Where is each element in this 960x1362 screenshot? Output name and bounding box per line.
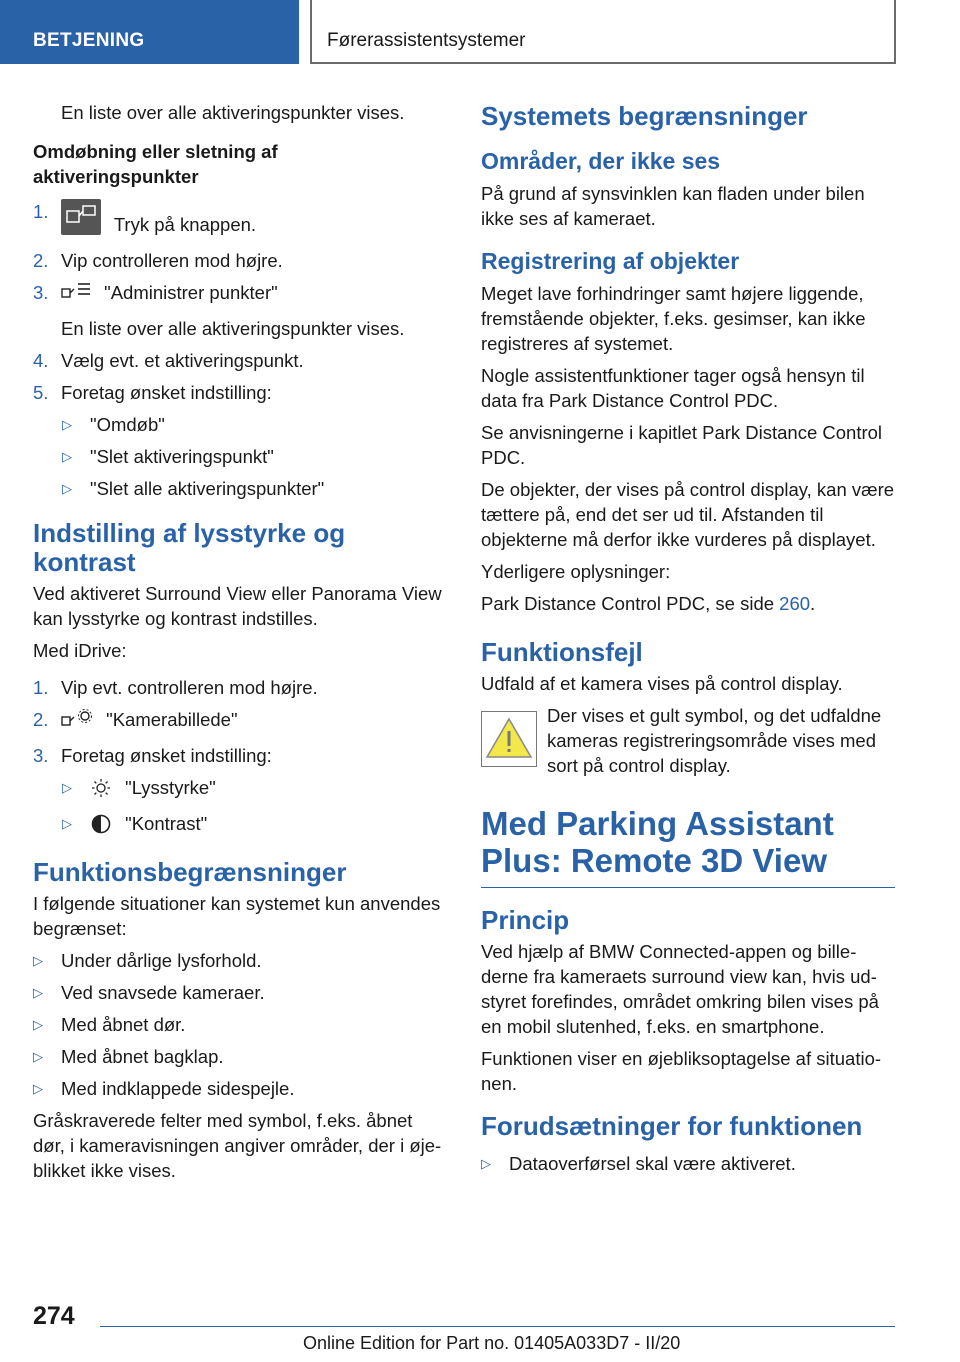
intro-text: En liste over alle aktiveringspunkter vises.	[61, 102, 405, 123]
list-item	[33, 348, 448, 373]
list-item	[33, 743, 448, 768]
principle-text-2: Funktionen viser en øjebliksoptagelse af situationen.	[481, 1048, 882, 1094]
header-chapter	[310, 0, 896, 64]
step-text: Tryk på knappen.	[113, 214, 257, 235]
bullet-triangle-icon: ▷	[62, 780, 72, 795]
list-text: Med åbnet bagklap.	[61, 1046, 224, 1067]
option-text: "Omdøb"	[90, 414, 165, 435]
brightness-heading: Indstilling af lysstyrke og kontrast	[33, 518, 346, 577]
reference-end: .	[810, 593, 816, 614]
list-text: Dataoverførsel skal være aktiveret.	[509, 1153, 796, 1174]
step-number: 1.	[33, 677, 49, 698]
bullet-triangle-icon: ▷	[33, 953, 43, 968]
manage-points-icon	[61, 281, 91, 309]
areas-heading: Områder, der ikke ses	[481, 148, 721, 174]
registration-text-6	[481, 591, 895, 616]
step-text: Foretag ønsket indstilling:	[61, 382, 272, 403]
principle-text-1: Ved hjælp af BMW Connected-appen og billederne fra kameraets surround view kan, hvis udstyret forefindes, området omkring bilen vises på en mobil slutenhed, f.eks. en smartphone.	[481, 941, 879, 1037]
limits-footer-text: Gråskraverede felter med symbol, f.eks. åbnet dør, i kameravisningen angiver områder, der i øjeblikket ikke vises.	[33, 1110, 442, 1181]
chapter-title: Førerassistentsystemer	[327, 30, 526, 51]
step-text: "Kamerabillede"	[106, 709, 238, 730]
bullet-triangle-icon: ▷	[481, 1156, 491, 1171]
system-limits-heading: Systemets begrænsninger	[481, 101, 808, 131]
registration-heading: Registrering af objekter	[481, 248, 740, 274]
bullet-triangle-icon: ▷	[62, 417, 72, 432]
list-item	[33, 476, 448, 501]
option-text: "Slet aktiveringspunkt"	[90, 446, 274, 467]
limits-heading: Funktionsbegrænsninger	[33, 857, 347, 887]
section-title: BETJENING	[33, 30, 145, 51]
step-number: 1.	[33, 201, 49, 222]
option-text: "Kontrast"	[125, 813, 208, 834]
areas-text: På grund af synsvinklen kan fladen under bilen ikke ses af kameraet.	[481, 183, 865, 229]
page-link[interactable]: 260	[779, 593, 811, 614]
list-item	[33, 380, 448, 405]
idrive-label: Med iDrive:	[33, 640, 127, 661]
list-item	[481, 1151, 895, 1176]
contrast-icon	[90, 814, 112, 840]
list-item	[33, 980, 448, 1005]
limits-text: I følgende situationer kan systemet kun anvendes begrænset:	[33, 893, 441, 939]
step-text: Vip evt. controlleren mod højre.	[61, 677, 318, 698]
requirements-heading: Forudsætninger for funktionen	[481, 1111, 863, 1141]
list-item	[33, 199, 448, 241]
step-text: Foretag ønsket indstilling:	[61, 745, 272, 766]
rename-heading: Omdøbning eller sletning af aktiveringspunkter	[33, 141, 278, 187]
registration-text-2: Nogle assistentfunktioner tager også hensyn til data fra Park Distance Control PDC.	[481, 365, 865, 411]
bullet-triangle-icon: ▷	[62, 816, 72, 831]
right-column	[481, 100, 895, 1183]
step-text: Vælg evt. et aktiveringspunkt.	[61, 350, 304, 371]
page-number: 274	[33, 1302, 75, 1330]
list-item	[33, 707, 448, 736]
list-item	[33, 412, 448, 437]
bullet-triangle-icon: ▷	[62, 481, 72, 496]
bullet-triangle-icon: ▷	[33, 1049, 43, 1064]
remote-view-heading: Med Parking Assistant Plus: Remote 3D View	[481, 805, 895, 888]
step-number: 3.	[33, 745, 49, 766]
list-item	[33, 811, 448, 840]
camera-button-icon	[61, 199, 101, 241]
step-text: "Administrer punkter"	[104, 282, 278, 303]
edition-text: Online Edition for Part no. 01405A033D7 - II/20	[303, 1333, 681, 1353]
bullet-triangle-icon: ▷	[62, 449, 72, 464]
step-number: 2.	[33, 250, 49, 271]
step-number: 4.	[33, 350, 49, 371]
step-text: Vip controlleren mod højre.	[61, 250, 283, 271]
warning-triangle-icon	[481, 711, 537, 772]
step-number: 3.	[33, 282, 49, 303]
list-item	[33, 1044, 448, 1069]
bullet-triangle-icon: ▷	[33, 1081, 43, 1096]
list-item	[33, 248, 448, 273]
principle-heading: Princip	[481, 905, 570, 935]
fault-heading: Funktionsfejl	[481, 637, 643, 667]
list-item	[33, 775, 448, 804]
registration-text-5: Yderligere oplysninger:	[481, 561, 671, 582]
step-number: 5.	[33, 382, 49, 403]
step-number: 2.	[33, 709, 49, 730]
registration-text-3: Se anvisningerne i kapitlet Park Distance Control PDC.	[481, 422, 883, 468]
camera-settings-icon	[61, 708, 93, 736]
header-section	[0, 0, 299, 64]
list-text: Under dårlige lysforhold.	[61, 950, 262, 971]
bullet-triangle-icon: ▷	[33, 985, 43, 1000]
brightness-text: Ved aktiveret Surround View eller Panorama View kan lysstyrke og kontrast indstilles.	[33, 583, 442, 629]
warning-text: Der vises et gult symbol, og det udfaldne kameras registreringsområde vises med sort på control display.	[547, 705, 882, 776]
brightness-sun-icon	[90, 778, 112, 804]
fault-text: Udfald af et kamera vises på control display.	[481, 673, 843, 694]
footer-divider	[100, 1326, 895, 1327]
list-text: Med åbnet dør.	[61, 1014, 186, 1035]
option-text: "Lysstyrke"	[125, 777, 216, 798]
list-item	[33, 948, 448, 973]
left-column	[33, 100, 448, 1190]
list-item	[33, 1076, 448, 1101]
list-item	[33, 675, 448, 700]
warning-note	[481, 703, 895, 783]
list-item	[33, 280, 448, 309]
registration-text-4: De objekter, der vises på control display, kan være tættere på, end det ser ud til. Afstanden til objekterne må derfor ikke vurderes på displayet.	[481, 479, 895, 550]
bullet-triangle-icon: ▷	[33, 1017, 43, 1032]
list-text: Ved snavsede kameraer.	[61, 982, 265, 1003]
step-note: En liste over alle aktiveringspunkter vises.	[61, 318, 405, 339]
list-text: Med indklappede sidespejle.	[61, 1078, 295, 1099]
option-text: "Slet alle aktiveringspunkter"	[90, 478, 325, 499]
registration-text-1: Meget lave forhindringer samt højere liggende, fremstående objekter, f.eks. gesimser, kan ikke registreres af systemet.	[481, 283, 866, 354]
reference-text: Park Distance Control PDC, se side	[481, 593, 780, 614]
list-item	[33, 1012, 448, 1037]
list-item	[33, 444, 448, 469]
